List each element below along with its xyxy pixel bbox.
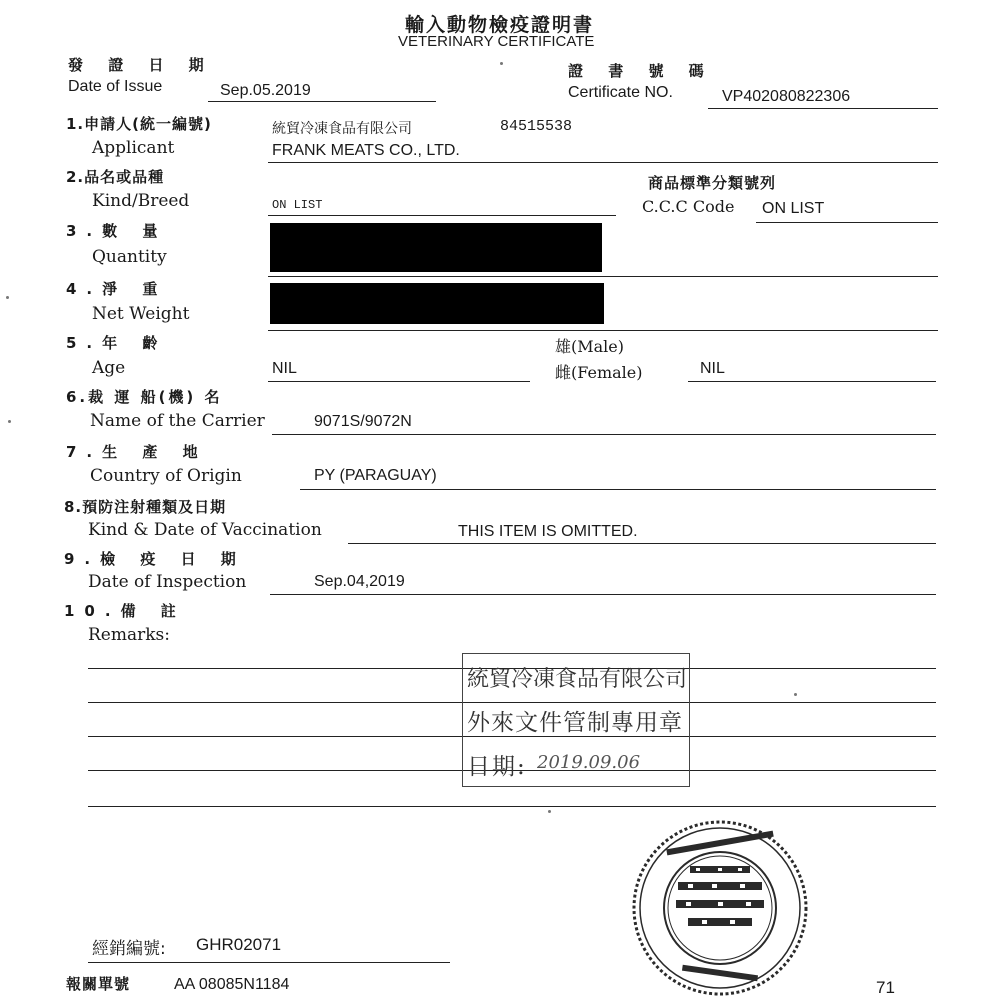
- stamp-date-value: 2019.09.06: [537, 752, 641, 773]
- dealer-value: GHR02071: [196, 935, 282, 954]
- quantity-underline: [268, 276, 938, 277]
- origin-label-zh: 7.生 產 地: [66, 443, 208, 461]
- inspection-label-en: Date of Inspection: [88, 572, 247, 592]
- scan-speck: [8, 420, 11, 423]
- vaccination-label-en: Kind & Date of Vaccination: [88, 520, 322, 540]
- official-seal-icon: [622, 818, 818, 998]
- stamp-date-label: 日期:: [467, 754, 527, 780]
- age-value: NIL: [272, 360, 297, 377]
- origin-label-en: Country of Origin: [90, 466, 242, 486]
- dealer-label: 經銷編號:: [92, 939, 166, 959]
- cert-label-zh: 證 書 號 碼: [568, 62, 714, 80]
- remarks-label-zh: 10.備 註: [64, 602, 186, 620]
- male-label: 雄(Male): [555, 337, 624, 356]
- title-zh: 輸入動物檢疫證明書: [405, 14, 595, 36]
- net-weight-label-en: Net Weight: [92, 304, 190, 324]
- issue-label-zh: 發 證 日 期: [68, 56, 214, 74]
- quantity-redaction: [270, 223, 602, 272]
- applicant-id: 84515538: [500, 118, 573, 135]
- company-control-stamp: [462, 653, 690, 787]
- dealer-underline: [88, 962, 450, 963]
- kind-label-zh: 2.品名或品種: [66, 168, 165, 186]
- scan-speck: [500, 62, 503, 65]
- ccc-value: ON LIST: [762, 200, 825, 217]
- scan-speck: [6, 296, 9, 299]
- customs-value: AA 08085N1184: [174, 976, 290, 993]
- scan-speck: [548, 810, 551, 813]
- ccc-label-zh: 商品標準分類號列: [648, 174, 777, 192]
- origin-underline: [300, 489, 936, 490]
- applicant-name-zh: 統貿冷凍食品有限公司: [272, 121, 412, 137]
- stamp-company-name: 統貿冷凍食品有限公司: [467, 667, 688, 692]
- kind-label-en: Kind/Breed: [92, 191, 190, 211]
- inspection-value: Sep.04,2019: [314, 573, 405, 590]
- applicant-underline: [268, 162, 938, 163]
- ccc-underline: [756, 222, 938, 223]
- issue-label-en: Date of Issue: [68, 78, 163, 95]
- remarks-label-en: Remarks:: [88, 625, 170, 645]
- cert-number-underline: [708, 108, 938, 109]
- sex-underline: [688, 381, 936, 382]
- scan-speck: [794, 693, 797, 696]
- origin-value: PY (PARAGUAY): [314, 467, 437, 484]
- carrier-underline: [272, 434, 936, 435]
- issue-date-underline: [208, 101, 436, 102]
- ccc-label-en: C.C.C Code: [642, 197, 735, 216]
- title-en: VETERINARY CERTIFICATE: [398, 33, 595, 50]
- net-weight-underline: [268, 330, 938, 331]
- customs-label: 報關單號: [66, 975, 131, 993]
- inspection-label-zh: 9.檢 疫 日 期: [64, 550, 246, 568]
- vaccination-value: THIS ITEM IS OMITTED.: [458, 523, 638, 540]
- carrier-label-zh: 6.裁 運 船(機) 名: [66, 388, 223, 406]
- applicant-name-en: FRANK MEATS CO., LTD.: [272, 142, 460, 159]
- quantity-label-zh: 3.數 量: [66, 222, 168, 240]
- carrier-value: 9071S/9072N: [314, 413, 412, 430]
- female-label: 雌(Female): [555, 363, 643, 382]
- cert-number-value: VP402080822306: [722, 88, 851, 105]
- kind-underline: [268, 215, 616, 216]
- age-underline: [268, 381, 530, 382]
- net-weight-redaction: [270, 283, 604, 324]
- carrier-label-en: Name of the Carrier: [90, 411, 265, 431]
- quantity-label-en: Quantity: [92, 247, 167, 267]
- kind-value: ON LIST: [272, 198, 323, 212]
- issue-date-value: Sep.05.2019: [220, 82, 311, 99]
- stamp-control-text: 外來文件管制專用章: [467, 710, 683, 736]
- inspection-underline: [270, 594, 936, 595]
- net-weight-label-zh: 4.淨 重: [66, 280, 168, 298]
- remarks-line: [88, 806, 936, 807]
- age-label-zh: 5.年 齡: [66, 334, 168, 352]
- vaccination-label-zh: 8.預防注射種類及日期: [64, 498, 227, 516]
- sex-value: NIL: [700, 360, 725, 377]
- applicant-label-zh: 1.申請人(統一編號): [66, 115, 212, 133]
- age-label-en: Age: [92, 358, 126, 378]
- page-number: 71: [876, 978, 895, 997]
- cert-label-en: Certificate NO.: [568, 84, 673, 101]
- vaccination-underline: [348, 543, 936, 544]
- applicant-label-en: Applicant: [92, 138, 175, 158]
